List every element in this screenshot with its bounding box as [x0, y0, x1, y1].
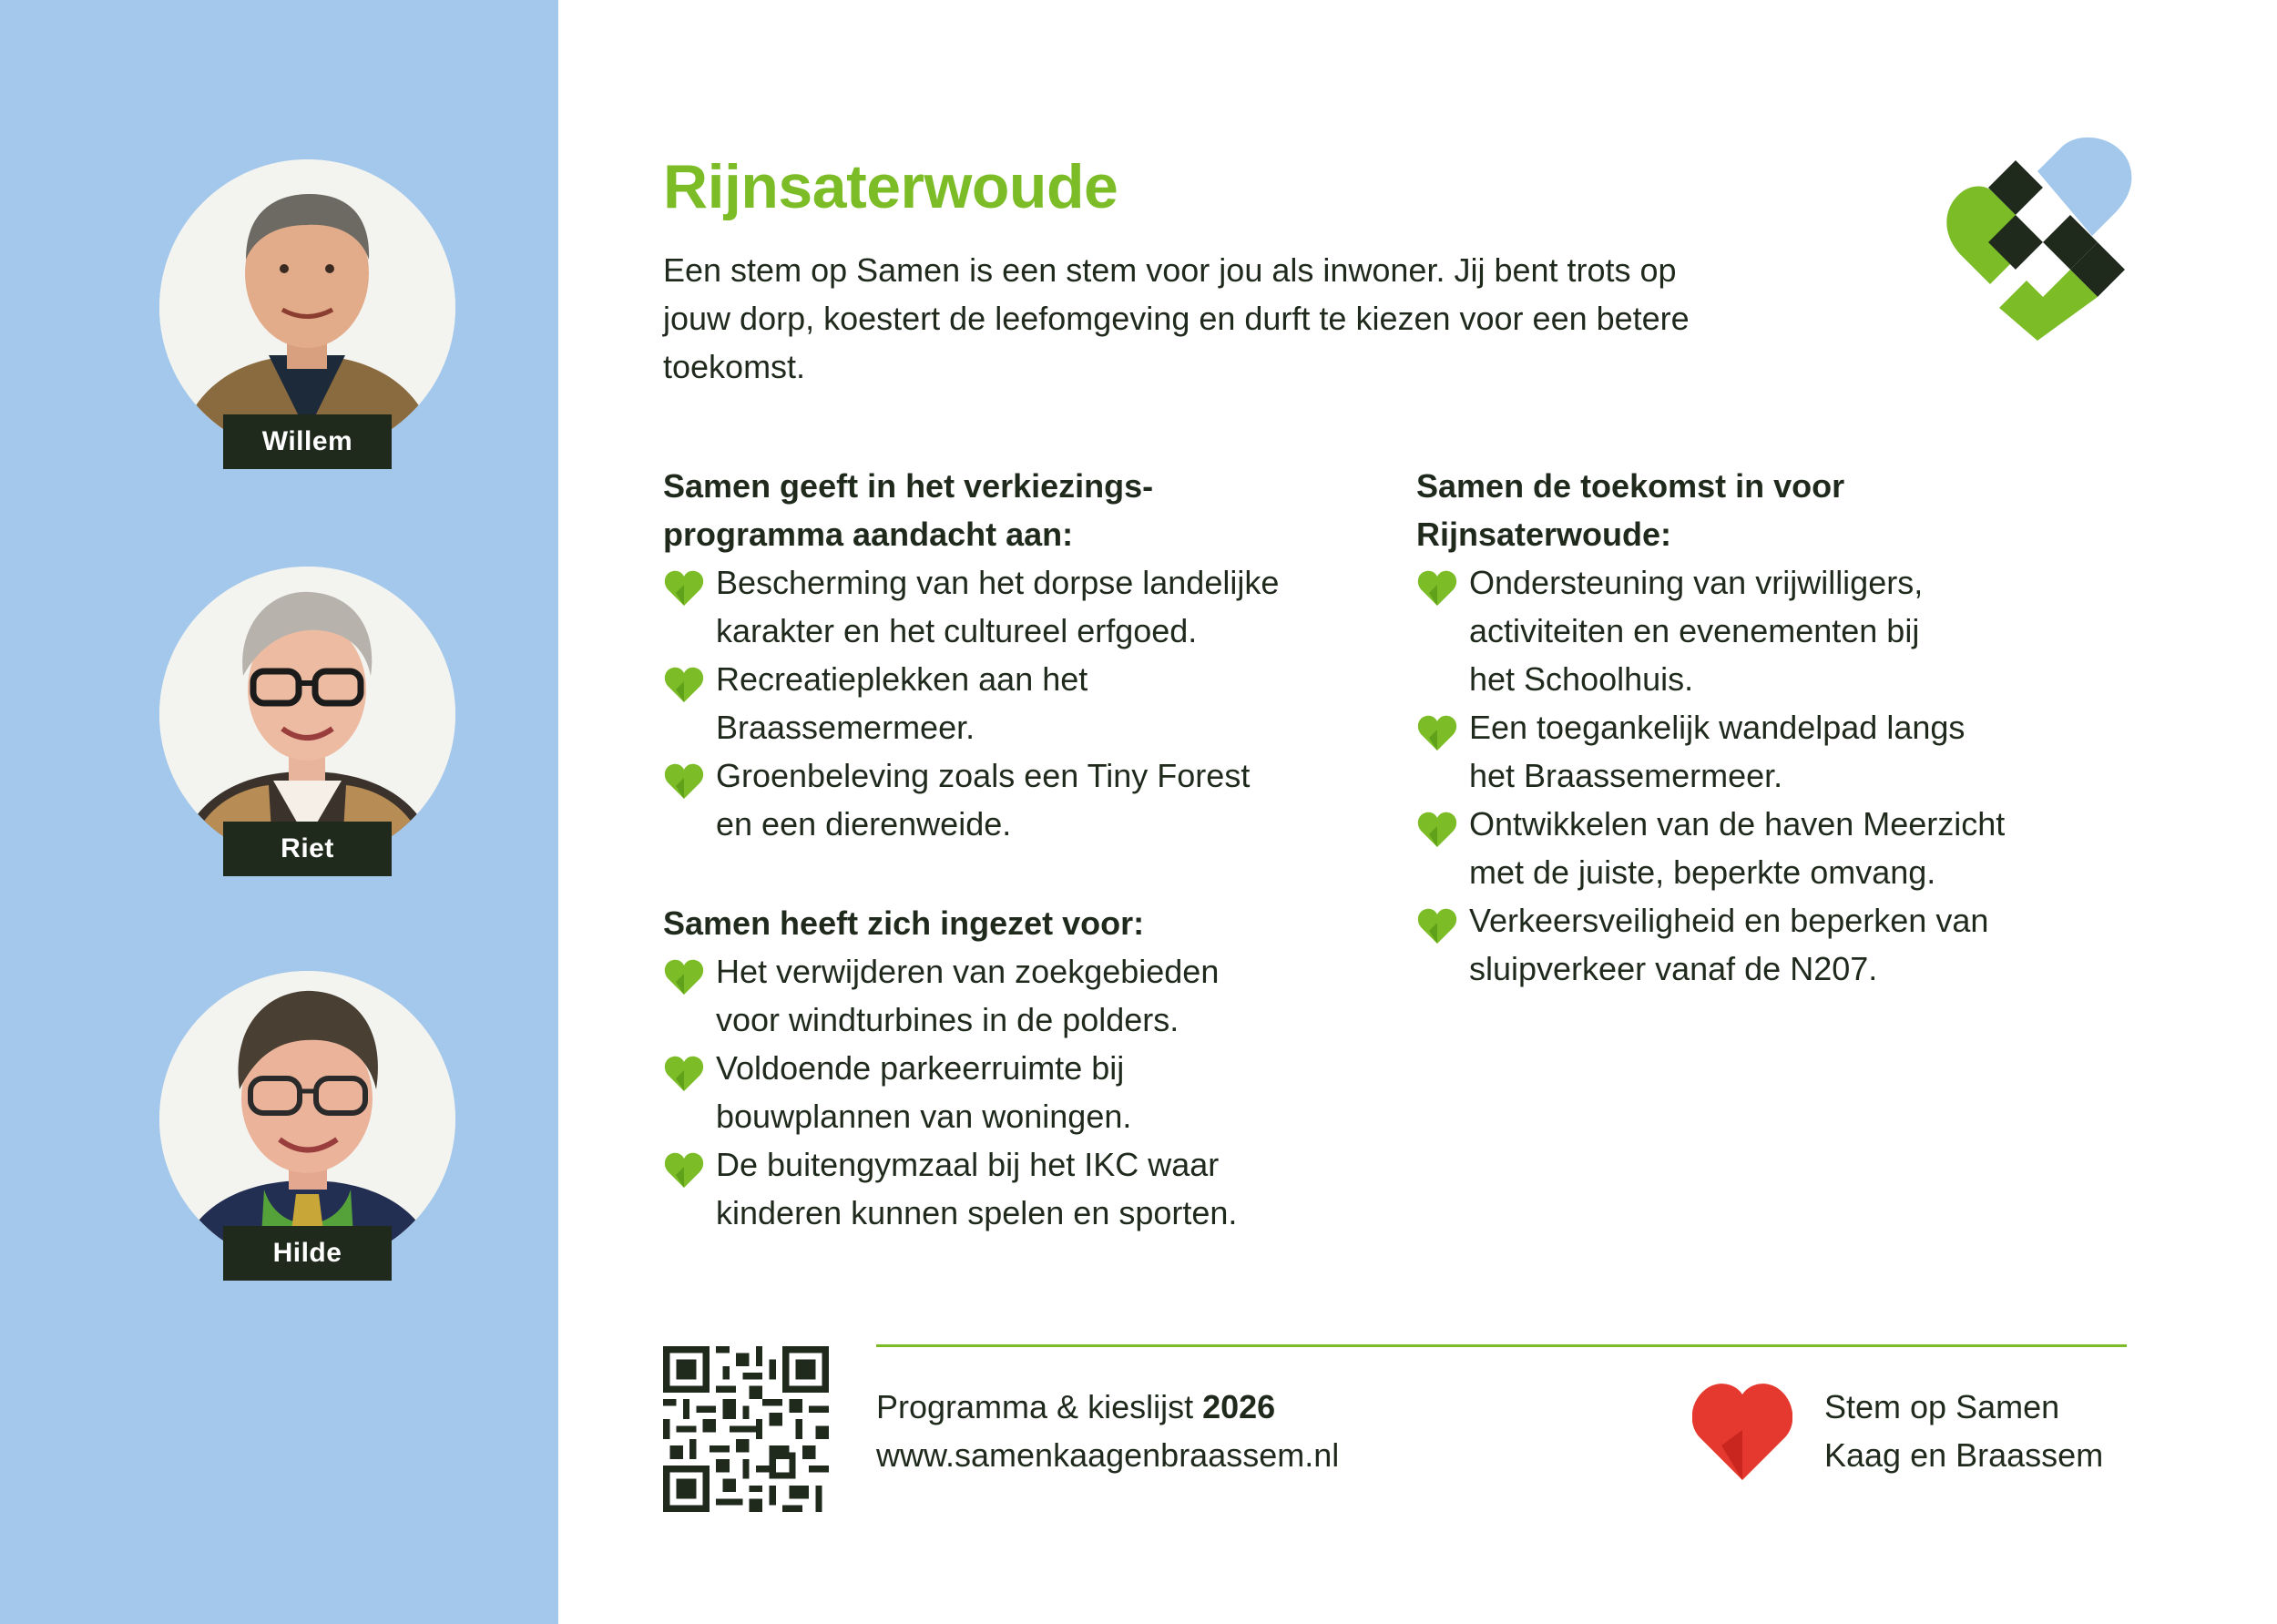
heart-bullet-icon — [1416, 566, 1458, 608]
party-name: Stem op Samen Kaag en Braassem — [1824, 1388, 2104, 1474]
heart-bullet-icon — [663, 662, 705, 704]
intro-text: Een stem op Samen is een stem voor jou als inwoner. Jij bent trots op jouw dorp, koestert de leefomgeving en durft te kiezen voor een betere toekomst. — [663, 251, 1690, 385]
candidate-riet — [159, 567, 455, 894]
list-item: Een toegankelijk wandelpad langs het Braassemermeer. — [1416, 703, 2163, 800]
future-plans-section — [1416, 462, 2163, 993]
candidate-name: Riet — [223, 822, 392, 876]
heart-bullet-icon — [663, 566, 705, 608]
program-year: 2026 — [1202, 1388, 1276, 1425]
candidate-hilde — [159, 971, 455, 1299]
portrait-riet — [159, 567, 455, 863]
heart-bullet-icon — [1416, 807, 1458, 849]
page-title: Rijnsaterwoude — [663, 152, 1118, 221]
footer-program-info: Programma & kieslijst 2026 www.samenkaagenbraassem.nl — [876, 1383, 1339, 1479]
list-item: Groenbeleving zoals een Tiny Forest en een dierenweide. — [663, 751, 1392, 848]
list-item: Verkeersveiligheid en beperken van sluipverkeer vanaf de N207. — [1416, 896, 2163, 993]
list-item: Recreatieplekken aan het Braassemermeer. — [663, 655, 1392, 751]
website-link[interactable]: www.samenkaagenbraassem.nl — [876, 1436, 1340, 1474]
portrait-willem — [159, 159, 455, 455]
qr-code-icon[interactable] — [663, 1346, 829, 1512]
section-heading: Samen heeft zich ingezet voor: — [663, 904, 1145, 942]
heart-bullet-icon — [1416, 710, 1458, 752]
candidate-willem — [159, 159, 455, 487]
list-item: De buitengymzaal bij het IKC waar kinderen kunnen spelen en sporten. — [663, 1140, 1392, 1237]
section-heading: Samen de toekomst in voor Rijnsaterwoude: — [1416, 467, 1845, 553]
list-item: Voldoende parkeerruimte bij bouwplannen van woningen. — [663, 1044, 1392, 1140]
achievements-section — [663, 899, 1392, 1237]
red-heart-icon — [1692, 1380, 1792, 1482]
program-priorities-section — [663, 462, 1392, 848]
portrait-hilde — [159, 971, 455, 1267]
heart-bullet-icon — [1416, 904, 1458, 945]
candidate-sidebar — [0, 0, 558, 1624]
candidate-name: Willem — [223, 414, 392, 469]
heart-bullet-icon — [663, 1148, 705, 1190]
list-item: Bescherming van het dorpse landelijke karakter en het cultureel erfgoed. — [663, 558, 1392, 655]
heart-bullet-icon — [663, 1051, 705, 1093]
section-heading: Samen geeft in het verkiezings- programma aandacht aan: — [663, 467, 1154, 553]
list-item: Het verwijderen van zoekgebieden voor windturbines in de polders. — [663, 947, 1392, 1044]
footer-divider — [876, 1344, 2127, 1347]
heart-bullet-icon — [663, 955, 705, 996]
samen-logo-icon — [1935, 135, 2140, 344]
heart-bullet-icon — [663, 759, 705, 801]
list-item: Ontwikkelen van de haven Meerzicht met de juiste, beperkte omvang. — [1416, 800, 2163, 896]
candidate-name: Hilde — [223, 1226, 392, 1281]
list-item: Ondersteuning van vrijwilligers, activiteiten en evenementen bij het Schoolhuis. — [1416, 558, 2163, 703]
